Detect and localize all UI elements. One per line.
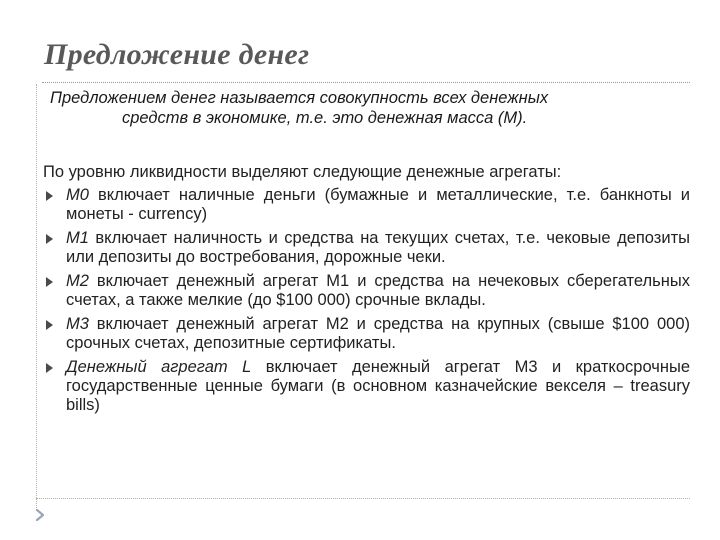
bottom-border-line	[36, 498, 690, 499]
aggregate-description: включает денежный агрегат М1 и средства на нечековых сберегательных счетах, а также мелкие (до $100 000) срочные вклады.	[66, 272, 690, 309]
definition-line-2: средств в экономике, т.е. это денежная масса (М).	[122, 109, 528, 127]
intro-text: По уровню ликвидности выделяют следующие денежные агрегаты:	[43, 163, 562, 181]
aggregate-term: М3	[66, 315, 89, 333]
aggregate-description: включает наличность и средства на текущих счетах, т.е. чековые депозиты или депозиты до востребования, дорожные чеки.	[66, 229, 690, 266]
list-item	[44, 358, 690, 415]
triangle-bullet-icon	[46, 277, 53, 287]
chevron-right-icon[interactable]	[33, 508, 47, 522]
triangle-bullet-icon	[46, 234, 53, 244]
aggregate-description: включает денежный агрегат М3 и краткосрочные государственные ценные бумаги (в основном казначейские векселя – treasury bills)	[66, 358, 691, 414]
aggregate-term: Денежный агрегат L	[66, 358, 252, 376]
aggregate-term: М2	[66, 272, 89, 290]
aggregates-list	[44, 186, 690, 420]
list-item	[44, 315, 690, 353]
definition-text	[50, 88, 690, 128]
left-border-line	[36, 84, 37, 510]
aggregate-term: М1	[66, 229, 89, 247]
triangle-bullet-icon	[46, 191, 53, 201]
aggregate-term: М0	[66, 186, 89, 204]
list-item	[44, 229, 690, 267]
list-item	[44, 186, 690, 224]
aggregate-description: включает денежный агрегат М2 и средства на крупных (свыше $100 000) срочных счетах, депозитные сертификаты.	[66, 315, 690, 352]
triangle-bullet-icon	[46, 363, 53, 373]
title-divider	[42, 82, 690, 83]
list-item	[44, 272, 690, 310]
aggregate-description: включает наличные деньги (бумажные и металлические, т.е. банкноты и монеты - currency)	[66, 186, 690, 223]
slide-title: Предложение денег	[44, 38, 310, 71]
definition-line-1: Предложением денег называется совокупность всех денежных	[50, 89, 549, 107]
triangle-bullet-icon	[46, 320, 53, 330]
